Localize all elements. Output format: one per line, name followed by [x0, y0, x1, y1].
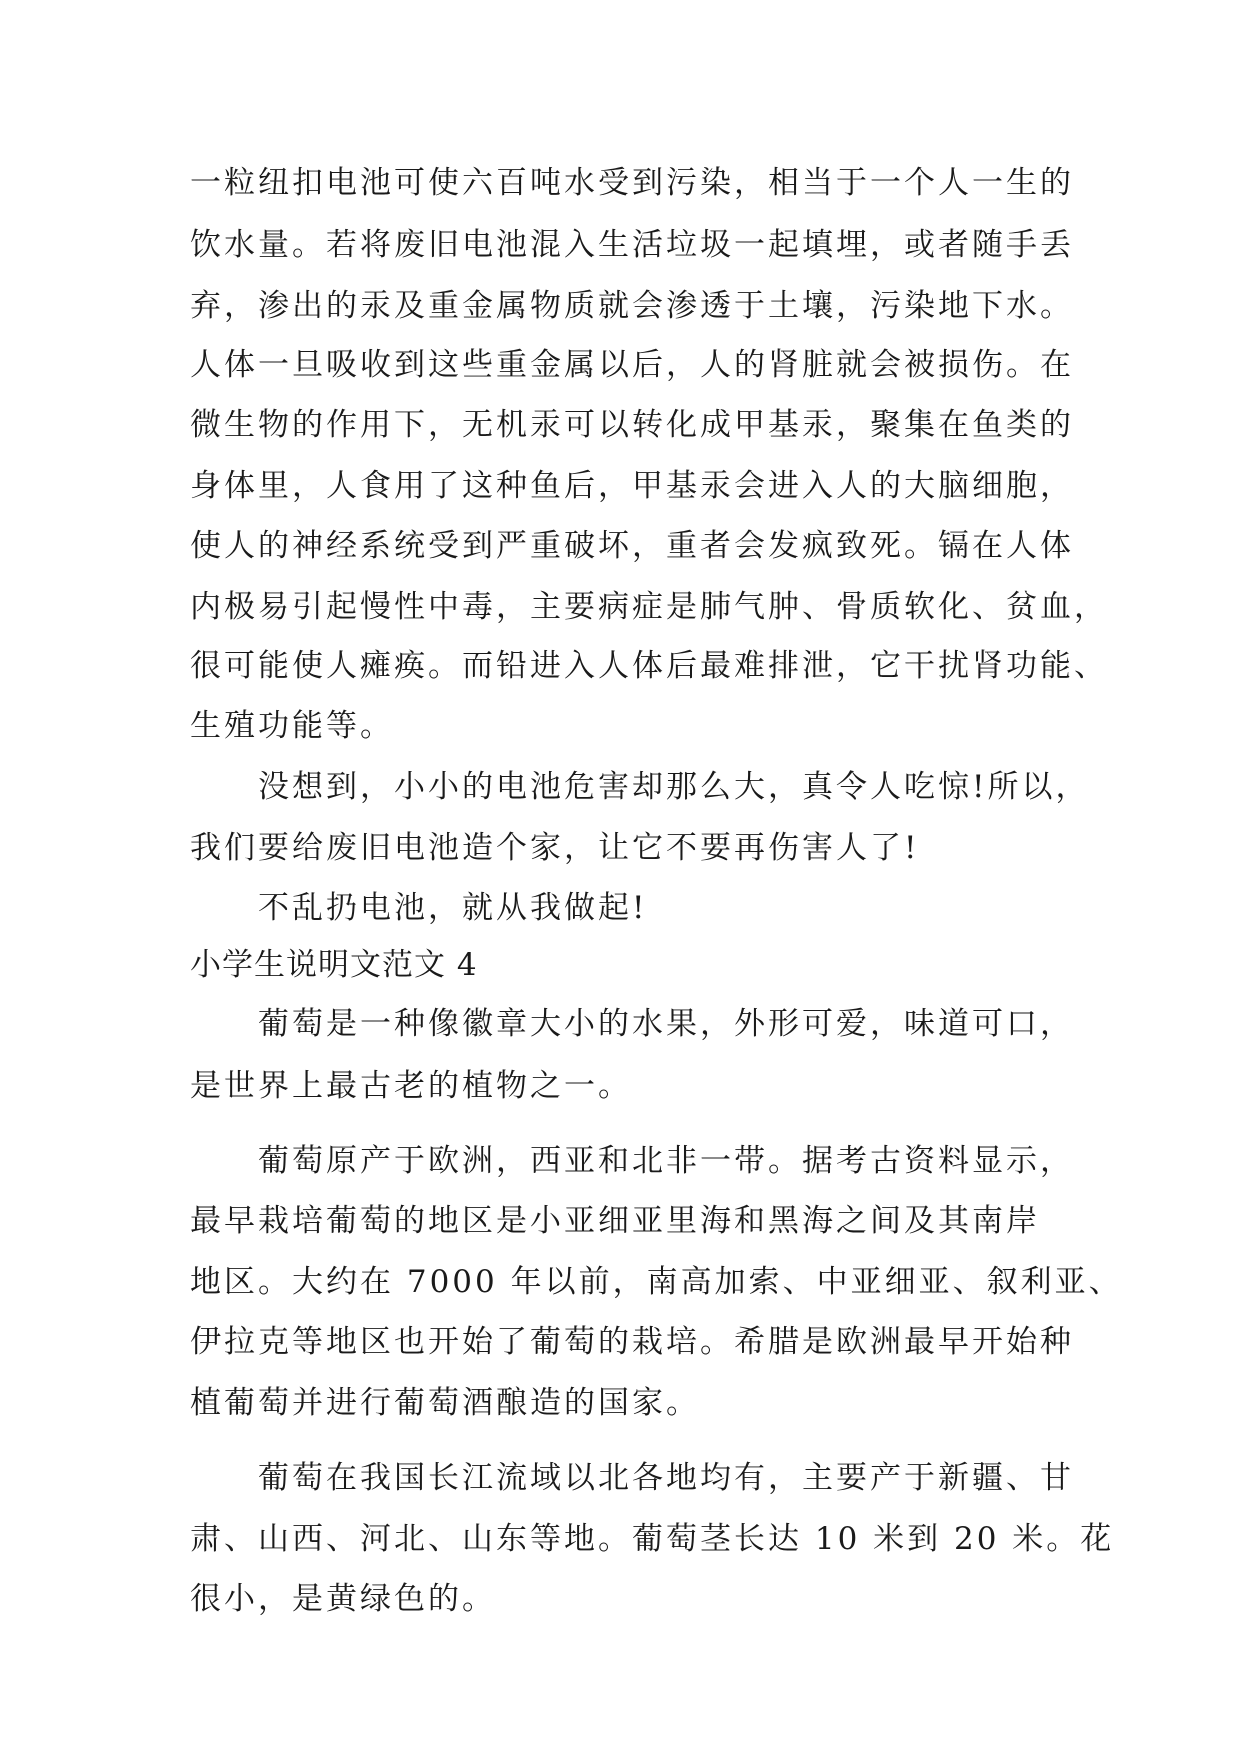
- paragraph-first-line: 葡萄在我国长江流域以北各地均有，主要产于新疆、甘: [258, 1460, 1074, 1496]
- text-line: 伊拉克等地区也开始了葡萄的栽培。希腊是欧洲最早开始种: [190, 1324, 1074, 1360]
- text-line: 很小，是黄绿色的。: [190, 1581, 496, 1617]
- text-line: 植葡萄并进行葡萄酒酿造的国家。: [190, 1385, 700, 1421]
- text-line: 一粒纽扣电池可使六百吨水受到污染，相当于一个人一生的: [190, 165, 1074, 201]
- paragraph-first-line: 葡萄是一种像徽章大小的水果，外形可爱，味道可口，: [258, 1006, 1074, 1042]
- text-line: 我们要给废旧电池造个家，让它不要再伤害人了!: [190, 830, 920, 866]
- paragraph-first-line: 不乱扔电池，就从我做起!: [258, 890, 648, 926]
- text-line: 弃，渗出的汞及重金属物质就会渗透于土壤，污染地下水。: [190, 288, 1074, 324]
- text-line: 地区。大约在 7000 年以前，南高加索、中亚细亚、叙利亚、: [190, 1264, 1123, 1300]
- text-line: 很可能使人瘫痪。而铅进入人体后最难排泄，它干扰肾功能、: [190, 648, 1108, 684]
- text-line: 身体里，人食用了这种鱼后，甲基汞会进入人的大脑细胞，: [190, 468, 1074, 504]
- section-heading: 小学生说明文范文 4: [190, 947, 478, 983]
- text-line: 内极易引起慢性中毒，主要病症是肺气肿、骨质软化、贫血，: [190, 589, 1108, 625]
- text-line: 肃、山西、河北、山东等地。葡萄茎长达 10 米到 20 米。花: [190, 1521, 1115, 1557]
- text-line: 生殖功能等。: [190, 708, 394, 744]
- text-line: 微生物的作用下，无机汞可以转化成甲基汞，聚集在鱼类的: [190, 407, 1074, 443]
- text-line: 使人的神经系统受到严重破坏，重者会发疯致死。镉在人体: [190, 528, 1074, 564]
- text-line: 人体一旦吸收到这些重金属以后，人的肾脏就会被损伤。在: [190, 347, 1074, 383]
- text-line: 是世界上最古老的植物之一。: [190, 1068, 632, 1104]
- paragraph-first-line: 葡萄原产于欧洲，西亚和北非一带。据考古资料显示，: [258, 1143, 1074, 1179]
- text-line: 饮水量。若将废旧电池混入生活垃圾一起填埋，或者随手丢: [190, 227, 1074, 263]
- paragraph-first-line: 没想到，小小的电池危害却那么大，真令人吃惊!所以，: [258, 769, 1090, 805]
- text-line: 最早栽培葡萄的地区是小亚细亚里海和黑海之间及其南岸: [190, 1203, 1040, 1239]
